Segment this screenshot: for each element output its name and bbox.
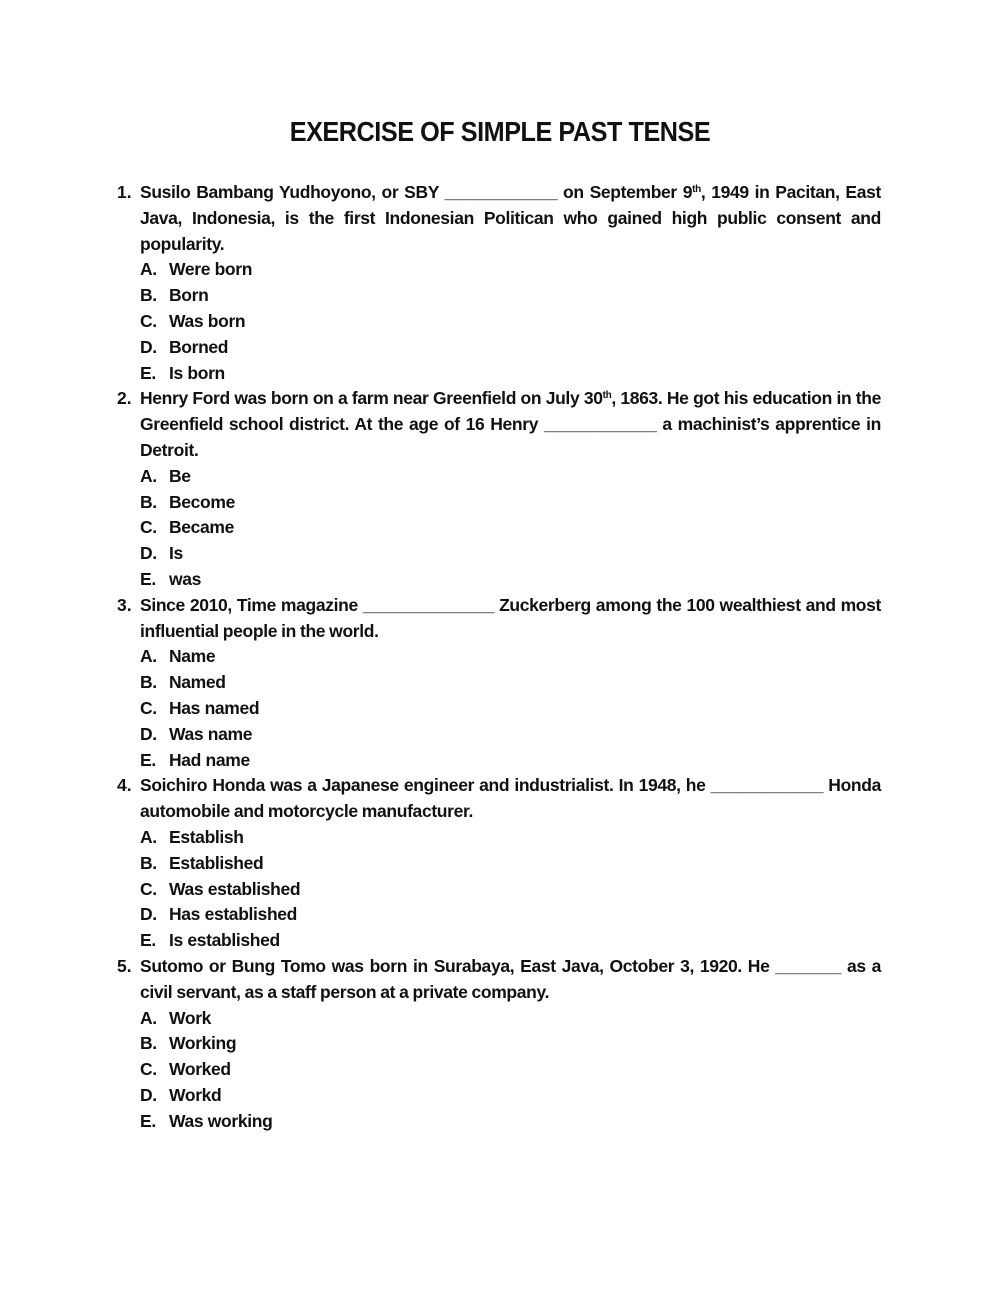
option-text: Working	[169, 1033, 237, 1054]
option-list	[140, 644, 881, 773]
option-text: Was born	[169, 310, 246, 331]
question-text-before: Susilo Bambang Yudhoyono, or SBY ____________ on September 9	[140, 182, 693, 202]
option-e[interactable]	[140, 1109, 881, 1135]
option-text: Named	[169, 672, 226, 693]
option-letter: C.	[140, 310, 157, 331]
option-text: Work	[169, 1007, 212, 1028]
question-text	[140, 773, 881, 825]
option-a[interactable]	[140, 1006, 881, 1032]
option-c[interactable]	[140, 515, 881, 541]
option-text: Has named	[169, 697, 260, 718]
option-text: Was working	[169, 1110, 273, 1131]
option-letter: D.	[140, 904, 157, 925]
option-text: Has established	[169, 904, 297, 925]
option-letter: A.	[140, 1007, 157, 1028]
option-letter: B.	[140, 285, 157, 306]
question-text-before: Sutomo or Bung Tomo was born in Surabaya, East Java, October 3, 1920. He _______ as a civil servant, as a staff person at a private company.	[140, 955, 881, 1002]
option-e[interactable]	[140, 928, 881, 954]
option-letter: D.	[140, 336, 157, 357]
question-4	[117, 773, 881, 954]
option-text: Became	[169, 517, 235, 538]
option-text: Established	[169, 852, 264, 873]
option-list	[140, 825, 881, 954]
option-text: was	[169, 568, 202, 589]
option-text: Born	[169, 285, 209, 306]
option-letter: B.	[140, 852, 157, 873]
ordinal-suffix: th	[602, 390, 612, 402]
question-text	[140, 386, 881, 463]
option-letter: A.	[140, 259, 157, 280]
option-letter: B.	[140, 1033, 157, 1054]
option-c[interactable]	[140, 309, 881, 335]
option-text: Name	[169, 646, 216, 667]
question-number: 4.	[117, 775, 132, 796]
question-number: 3.	[117, 594, 132, 615]
option-e[interactable]	[140, 748, 881, 774]
question-text-after: , 1863. He got his education in the Greenfield school district. At the age of 16 Henry ____________ a machinist’s apprentice in Detroit.	[140, 388, 881, 460]
option-c[interactable]	[140, 877, 881, 903]
question-text-after: , 1949 in Pacitan, East Java, Indonesia, is the first Indonesian Politican who gained high public consent and popularity.	[140, 182, 881, 254]
question-text	[140, 593, 881, 645]
option-letter: E.	[140, 362, 156, 383]
option-letter: E.	[140, 930, 156, 951]
question-number: 5.	[117, 955, 132, 976]
option-d[interactable]	[140, 1083, 881, 1109]
option-b[interactable]	[140, 851, 881, 877]
option-e[interactable]	[140, 567, 881, 593]
option-letter: E.	[140, 749, 156, 770]
ordinal-suffix: th	[692, 184, 701, 195]
option-b[interactable]	[140, 490, 881, 516]
option-letter: D.	[140, 723, 157, 744]
option-letter: A.	[140, 826, 157, 847]
option-letter: C.	[140, 517, 157, 538]
question-text-before: Soichiro Honda was a Japanese engineer and industrialist. In 1948, he ____________ Honda automobile and motorcycle manufacturer.	[140, 775, 881, 822]
option-text: Had name	[169, 749, 250, 770]
option-d[interactable]	[140, 335, 881, 361]
question-text	[140, 180, 881, 257]
question-number: 1.	[117, 182, 132, 202]
question-1	[117, 180, 881, 386]
option-list	[140, 464, 881, 593]
option-a[interactable]	[140, 257, 881, 283]
option-text: Establish	[169, 826, 244, 847]
question-3	[117, 593, 881, 774]
question-text	[140, 954, 881, 1006]
option-text: Were born	[169, 259, 253, 280]
option-letter: A.	[140, 646, 157, 667]
option-text: Become	[169, 491, 235, 512]
option-text: Is born	[169, 362, 225, 383]
option-b[interactable]	[140, 1031, 881, 1057]
option-a[interactable]	[140, 644, 881, 670]
option-letter: D.	[140, 1084, 157, 1105]
option-letter: C.	[140, 878, 157, 899]
option-b[interactable]	[140, 670, 881, 696]
option-text: Borned	[169, 336, 229, 357]
option-letter: A.	[140, 465, 157, 486]
question-5	[117, 954, 881, 1135]
option-letter: C.	[140, 1059, 157, 1080]
option-c[interactable]	[140, 1057, 881, 1083]
question-2	[117, 386, 881, 592]
option-list	[140, 257, 881, 386]
option-d[interactable]	[140, 902, 881, 928]
option-text: Worked	[169, 1059, 231, 1080]
option-b[interactable]	[140, 283, 881, 309]
option-list	[140, 1006, 881, 1135]
question-list	[117, 180, 881, 1134]
option-a[interactable]	[140, 825, 881, 851]
option-letter: E.	[140, 568, 156, 589]
option-text: Is established	[169, 930, 280, 951]
option-letter: B.	[140, 672, 157, 693]
option-c[interactable]	[140, 696, 881, 722]
question-text-before: Henry Ford was born on a farm near Greenfield on July 30	[140, 388, 603, 409]
option-d[interactable]	[140, 541, 881, 567]
option-letter: C.	[140, 697, 157, 718]
option-text: Was established	[169, 878, 301, 899]
option-d[interactable]	[140, 722, 881, 748]
question-text-before: Since 2010, Time magazine ______________ Zuckerberg among the 100 wealthiest and most influential people in the world.	[140, 594, 881, 641]
page-title: EXERCISE OF SIMPLE PAST TENSE	[289, 116, 711, 147]
question-number: 2.	[117, 388, 132, 409]
option-letter: B.	[140, 491, 157, 512]
option-a[interactable]	[140, 464, 881, 490]
option-e[interactable]	[140, 361, 881, 387]
option-letter: E.	[140, 1110, 156, 1131]
option-text: Was name	[169, 723, 253, 744]
option-text: Be	[169, 465, 191, 486]
option-text: Is	[169, 543, 183, 564]
option-letter: D.	[140, 543, 157, 564]
option-text: Workd	[169, 1084, 222, 1105]
